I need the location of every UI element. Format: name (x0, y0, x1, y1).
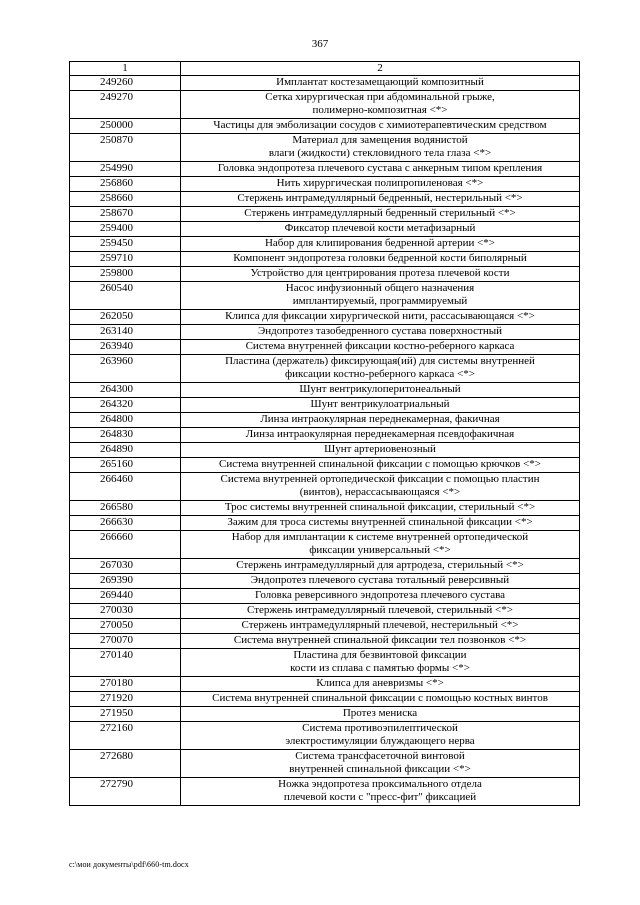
device-name-cell (181, 778, 580, 806)
table-row (70, 192, 580, 207)
device-name-line: Система внутренней фиксации костно-реберного каркаса (245, 340, 515, 352)
device-name-line: Имплантат костезамещающий композитный (276, 76, 484, 88)
table-row (70, 604, 580, 619)
device-code-cell: 271950 (70, 707, 181, 722)
device-code-cell: 258670 (70, 207, 181, 222)
table-header-row (70, 62, 580, 76)
device-code-cell: 258660 (70, 192, 181, 207)
device-name-cell (181, 252, 580, 267)
device-name-cell (181, 267, 580, 282)
page-number: 367 (311, 38, 329, 50)
device-code-cell: 265160 (70, 458, 181, 473)
device-name-cell (181, 574, 580, 589)
device-name-cell (181, 604, 580, 619)
device-code-cell: 263940 (70, 340, 181, 355)
device-code-cell: 254990 (70, 162, 181, 177)
device-name-line: Система внутренней спинальной фиксации с помощью костных винтов (212, 692, 548, 704)
device-name-line: плечевой кости с "пресс-фит" фиксацией (283, 791, 477, 803)
table-row (70, 237, 580, 252)
device-name-cell (181, 677, 580, 692)
device-name-line: Линза интраокулярная переднекамерная, факичная (260, 413, 500, 425)
device-code-cell: 269390 (70, 574, 181, 589)
table-row (70, 677, 580, 692)
table-row (70, 778, 580, 806)
device-name-cell (181, 119, 580, 134)
device-name-cell (181, 398, 580, 413)
device-code-cell: 270180 (70, 677, 181, 692)
device-code-cell: 249260 (70, 76, 181, 91)
device-name-line: Набор для клипирования бедренной артерии <*> (264, 237, 495, 249)
table-row (70, 282, 580, 310)
device-name-line: Система внутренней спинальной фиксации тел позвонков <*> (233, 634, 527, 646)
device-name-line: Головка эндопротеза плечевого сустава с анкерным типом крепления (217, 162, 543, 174)
footer-file-path: c:\мои документы\pdf\660-tm.docx (69, 860, 189, 869)
device-code-cell: 272680 (70, 750, 181, 778)
device-name-line: Сетка хирургическая при абдоминальной грыже, (265, 91, 495, 103)
device-name-line: Пластина для безвинтовой фиксации (293, 649, 467, 661)
device-name-line: Ножка эндопротеза проксимального отдела (278, 778, 482, 790)
table-row (70, 516, 580, 531)
device-code-cell: 260540 (70, 282, 181, 310)
device-code-cell: 262050 (70, 310, 181, 325)
table-row (70, 177, 580, 192)
device-code-cell: 269440 (70, 589, 181, 604)
device-code-cell: 270030 (70, 604, 181, 619)
device-name-line: Система трансфасеточной винтовой (295, 750, 465, 762)
device-name-cell (181, 134, 580, 162)
table-row (70, 750, 580, 778)
device-name-cell (181, 237, 580, 252)
device-name-cell (181, 222, 580, 237)
device-name-line: влаги (жидкости) стекловидного тела глаза <*> (268, 147, 492, 159)
device-name-line: Система внутренней ортопедической фиксации с помощью пластин (220, 473, 540, 485)
device-name-line: Протез мениска (342, 707, 418, 719)
device-code-cell: 263960 (70, 355, 181, 383)
table-row (70, 589, 580, 604)
device-name-cell (181, 750, 580, 778)
device-name-line: Шунт вентрикулоатриальный (310, 398, 450, 410)
device-code-cell: 264800 (70, 413, 181, 428)
device-name-cell (181, 177, 580, 192)
table-row (70, 413, 580, 428)
device-name-line: Система внутренней спинальной фиксации с помощью крючков <*> (219, 458, 541, 470)
device-name-line: фиксации костно-реберного каркаса <*> (285, 368, 475, 380)
device-name-line: Зажим для троса системы внутренней спинальной фиксации <*> (227, 516, 533, 528)
device-code-cell: 266460 (70, 473, 181, 501)
device-name-line: Клипса для фиксации хирургической нити, рассасывающаяся <*> (225, 310, 535, 322)
device-name-line: электростимуляции блуждающего нерва (285, 735, 475, 747)
device-code-cell: 266580 (70, 501, 181, 516)
device-name-cell (181, 707, 580, 722)
device-name-line: фиксации универсальный <*> (309, 544, 451, 556)
device-name-cell (181, 722, 580, 750)
device-name-line: Насос инфузионный общего назначения (285, 282, 475, 294)
device-name-line: внутренней спинальной фиксации <*> (289, 763, 471, 775)
device-name-line: Частицы для эмболизации сосудов с химиотерапевтическим средством (213, 119, 547, 131)
device-name-cell (181, 559, 580, 574)
table-row (70, 267, 580, 282)
device-name-line: Стержень интрамедуллярный плечевой, нестерильный <*> (241, 619, 519, 631)
column-header-code: 1 (70, 62, 181, 76)
device-code-cell: 270140 (70, 649, 181, 677)
device-name-cell (181, 692, 580, 707)
table-row (70, 574, 580, 589)
device-name-line: Стержень интрамедуллярный бедренный стерильный <*> (244, 207, 516, 219)
table-row (70, 325, 580, 340)
device-name-cell (181, 282, 580, 310)
table-row (70, 473, 580, 501)
device-name-cell (181, 634, 580, 649)
table-row (70, 692, 580, 707)
device-name-cell (181, 516, 580, 531)
device-name-cell (181, 310, 580, 325)
device-name-line: имплантируемый, программируемый (292, 295, 468, 307)
device-code-cell: 259400 (70, 222, 181, 237)
table-row (70, 162, 580, 177)
device-name-line: Нить хирургическая полипропиленовая <*> (276, 177, 484, 189)
device-name-line: Набор для имплантации к системе внутренней ортопедической (231, 531, 529, 543)
device-name-cell (181, 443, 580, 458)
device-name-line: Стержень интрамедуллярный плечевой, стерильный <*> (247, 604, 513, 616)
device-name-cell (181, 619, 580, 634)
table-row (70, 559, 580, 574)
table-row (70, 428, 580, 443)
table-row (70, 707, 580, 722)
device-code-cell: 263140 (70, 325, 181, 340)
device-code-cell: 264300 (70, 383, 181, 398)
device-code-cell: 259710 (70, 252, 181, 267)
device-code-cell: 272790 (70, 778, 181, 806)
device-code-cell: 264830 (70, 428, 181, 443)
table-row (70, 340, 580, 355)
device-name-line: Линза интраокулярная переднекамерная псевдофакичная (245, 428, 515, 440)
device-code-cell: 270070 (70, 634, 181, 649)
table-row (70, 207, 580, 222)
device-name-cell (181, 589, 580, 604)
table-row (70, 619, 580, 634)
device-code-cell: 266660 (70, 531, 181, 559)
table-row (70, 222, 580, 237)
table-row (70, 443, 580, 458)
device-code-cell: 272160 (70, 722, 181, 750)
device-code-cell: 267030 (70, 559, 181, 574)
table-row (70, 531, 580, 559)
device-name-line: Трос системы внутренней спинальной фиксации, стерильный <*> (224, 501, 536, 513)
device-code-cell: 256860 (70, 177, 181, 192)
table-row (70, 119, 580, 134)
device-code-cell: 264320 (70, 398, 181, 413)
device-code-cell: 250000 (70, 119, 181, 134)
table-row (70, 501, 580, 516)
table-row (70, 458, 580, 473)
table-row (70, 383, 580, 398)
device-name-cell (181, 325, 580, 340)
device-code-cell: 250870 (70, 134, 181, 162)
device-name-line: Стержень интрамедуллярный для артродеза, стерильный <*> (236, 559, 524, 571)
device-name-line: Устройство для центрирования протеза плечевой кости (250, 267, 510, 279)
device-name-line: Эндопротез тазобедренного сустава поверхностный (258, 325, 502, 337)
device-name-cell (181, 91, 580, 119)
device-name-line: кости из сплава с памятью формы <*> (290, 662, 470, 674)
device-code-cell: 264890 (70, 443, 181, 458)
device-code-cell: 266630 (70, 516, 181, 531)
device-name-line: Система противоэпилептической (302, 722, 458, 734)
table-row (70, 91, 580, 119)
device-name-cell (181, 340, 580, 355)
device-name-line: (винтов), нерассасывающаяся <*> (299, 486, 461, 498)
device-name-line: Клипса для аневризмы <*> (316, 677, 444, 689)
device-name-line: Материал для замещения водянистой (292, 134, 468, 146)
device-name-line: Эндопротез плечевого сустава тотальный реверсивный (250, 574, 510, 586)
device-name-cell (181, 355, 580, 383)
table-row (70, 252, 580, 267)
table-row (70, 134, 580, 162)
column-header-name: 2 (181, 62, 580, 76)
device-name-line: полимерно-композитная <*> (312, 104, 448, 116)
device-codes-table (69, 61, 580, 806)
device-name-line: Фиксатор плечевой кости метафизарный (284, 222, 476, 234)
device-name-line: Стержень интрамедуллярный бедренный, нестерильный <*> (237, 192, 523, 204)
device-name-line: Пластина (держатель) фиксирующая(ий) для системы внутренней (225, 355, 535, 367)
table-row (70, 76, 580, 91)
table-row (70, 398, 580, 413)
device-name-cell (181, 413, 580, 428)
device-name-cell (181, 192, 580, 207)
device-code-cell: 259450 (70, 237, 181, 252)
device-name-cell (181, 473, 580, 501)
device-code-cell: 259800 (70, 267, 181, 282)
device-code-cell: 270050 (70, 619, 181, 634)
table-row (70, 634, 580, 649)
device-name-cell (181, 207, 580, 222)
device-name-cell (181, 383, 580, 398)
device-name-cell (181, 649, 580, 677)
table-row (70, 355, 580, 383)
device-code-cell: 271920 (70, 692, 181, 707)
device-name-cell (181, 501, 580, 516)
device-name-cell (181, 458, 580, 473)
device-code-cell: 249270 (70, 91, 181, 119)
device-name-line: Компонент эндопротеза головки бедренной кости биполярный (233, 252, 527, 264)
device-name-cell (181, 162, 580, 177)
device-name-cell (181, 531, 580, 559)
device-name-line: Головка реверсивного эндопротеза плечевого сустава (254, 589, 506, 601)
device-name-cell (181, 428, 580, 443)
table-row (70, 722, 580, 750)
device-name-line: Шунт вентрикулоперитонеальный (299, 383, 461, 395)
device-name-line: Шунт артериовенозный (324, 443, 436, 455)
device-name-cell (181, 76, 580, 91)
table-row (70, 310, 580, 325)
table-row (70, 649, 580, 677)
table-body (70, 76, 580, 806)
